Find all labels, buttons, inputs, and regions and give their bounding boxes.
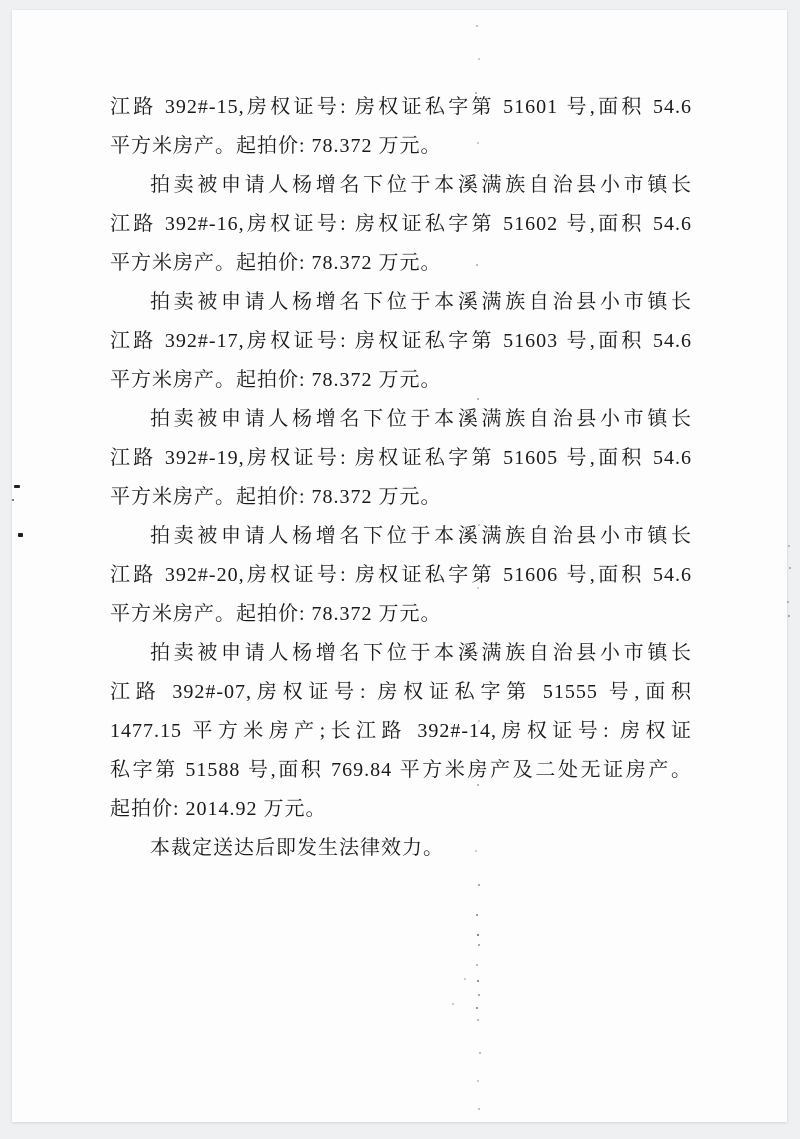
document-page bbox=[12, 10, 787, 1122]
text-line: 平方米房产。起拍价: 78.372 万元。 bbox=[110, 603, 442, 625]
text-line: 1477.15 平方米房产;长江路 392#-14,房权证号: 房权证 bbox=[110, 720, 692, 742]
text-line: 平方米房产。起拍价: 78.372 万元。 bbox=[110, 486, 442, 508]
text-line: 拍卖被申请人杨增名下位于本溪满族自治县小市镇长 bbox=[150, 642, 692, 664]
text-line: 拍卖被申请人杨增名下位于本溪满族自治县小市镇长 bbox=[150, 525, 692, 547]
text-line: 江路 392#-17,房权证号: 房权证私字第 51603 号,面积 54.6 bbox=[110, 330, 692, 352]
text-line: 江路 392#-15,房权证号: 房权证私字第 51601 号,面积 54.6 bbox=[110, 96, 692, 118]
text-line: 平方米房产。起拍价: 78.372 万元。 bbox=[110, 252, 442, 274]
text-line: 私字第 51588 号,面积 769.84 平方米房产及二处无证房产。 bbox=[110, 759, 692, 781]
text-line: 平方米房产。起拍价: 78.372 万元。 bbox=[110, 369, 442, 391]
text-line: 江路 392#-07,房权证号: 房权证私字第 51555 号,面积 bbox=[110, 681, 692, 703]
text-line: 江路 392#-20,房权证号: 房权证私字第 51606 号,面积 54.6 bbox=[110, 564, 692, 586]
scan-speck bbox=[18, 533, 23, 537]
text-line: 拍卖被申请人杨增名下位于本溪满族自治县小市镇长 bbox=[150, 408, 692, 430]
text-line: 江路 392#-19,房权证号: 房权证私字第 51605 号,面积 54.6 bbox=[110, 447, 692, 469]
scan-speck bbox=[14, 485, 20, 488]
text-line: 拍卖被申请人杨增名下位于本溪满族自治县小市镇长 bbox=[150, 291, 692, 313]
text-line: 平方米房产。起拍价: 78.372 万元。 bbox=[110, 135, 442, 157]
scan-speck bbox=[12, 499, 14, 501]
text-line: 起拍价: 2014.92 万元。 bbox=[110, 798, 327, 820]
document-text-block bbox=[110, 88, 692, 868]
text-line: 本裁定送达后即发生法律效力。 bbox=[150, 837, 444, 859]
scan-fold-speck-line bbox=[12, 10, 14, 12]
text-line: 拍卖被申请人杨增名下位于本溪满族自治县小市镇长 bbox=[150, 174, 692, 196]
text-line: 江路 392#-16,房权证号: 房权证私字第 51602 号,面积 54.6 bbox=[110, 213, 692, 235]
